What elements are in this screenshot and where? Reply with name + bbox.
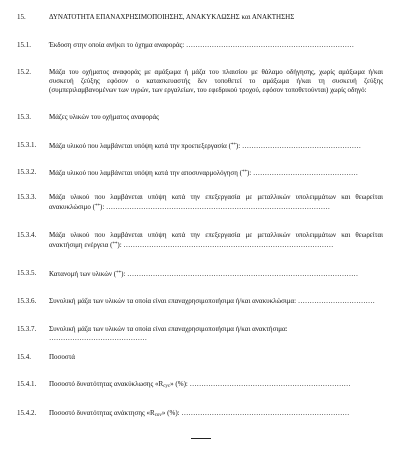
item-text: Ποσοστά <box>49 353 76 361</box>
item-text: Μάζα υλικού που λαμβάνεται υπόψη κατά την αποσυναρμολόγηση (**): ……………………………………… <box>49 169 358 177</box>
item-text-line: Μάζα του οχήματος αναφοράς με αμάξωμα ή μάζα του πλαισίου με θάλαμο οδήγησης, χωρίς αμάξωμα ή/και <box>49 68 383 76</box>
item-number: 15.3.5. <box>17 269 37 277</box>
page-separator-line <box>191 438 211 439</box>
item-number: 15.3.4. <box>17 231 37 239</box>
item-number: 15.3. <box>17 113 31 121</box>
footnote-marker: ** <box>116 271 122 276</box>
footnote-marker: ** <box>112 242 118 247</box>
item-number: 15.4. <box>17 353 31 361</box>
item-number: 15.1. <box>17 41 31 49</box>
item-number: 15.3.2. <box>17 168 37 176</box>
item-text-line: ανακυκλώσιμο (**): …………………………………………………………………………………… <box>49 203 331 211</box>
item-text: Ποσοστό δυνατότητας ανακύκλωσης «$R_{cyc}$» (%): …………………………………………………………… <box>49 380 351 389</box>
footnote-marker: ** <box>241 170 247 175</box>
item-text: Κατανομή των υλικών (**): ……………………………………………………………………………………… <box>49 270 359 278</box>
item-text: Έκδοση στην οποία ανήκει το όχημα αναφοράς: ……………………………………………………………… <box>49 41 354 49</box>
item-text-line: ανακτήσιμη ενέργεια (**): ……………………………………………………………………………… <box>49 241 334 249</box>
item-number: 15.4.1. <box>17 380 37 388</box>
subscript: cov <box>154 413 162 418</box>
item-number: 15.3.1. <box>17 141 37 149</box>
item-text-line: (συμπεριλαμβανομένων των υγρών, των εργαλείων, του εφεδρικού τροχού, εφόσον τοποθετούνται) χωρίς οδηγό: <box>49 86 367 94</box>
item-text: Συνολική μάζα των υλικών τα οποία είναι επαναχρησιμοποιήσιμα ή/και ανακτήσιμα: …………………………………… <box>49 325 288 342</box>
item-number: 15.3.6. <box>17 297 37 305</box>
item-text: Συνολική μάζα των υλικών τα οποία είναι επαναχρησιμοποιήσιμα ή/και ανακυκλώσιμα: …………………………… <box>49 297 375 305</box>
footnote-marker: ** <box>95 204 101 209</box>
item-text: Μάζες υλικών του οχήματος αναφοράς <box>49 113 159 121</box>
subscript: cyc <box>163 384 171 389</box>
item-text: Μάζα υλικού που λαμβάνεται υπόψη κατά την προεπεξεργασία (**): …………………………………………… <box>49 142 361 150</box>
footnote-marker: ** <box>230 143 236 148</box>
item-number: 15.3.3. <box>17 193 37 201</box>
section-number: 15. <box>17 13 26 21</box>
item-text-line: συσκευή ζεύξης εφόσον ο κατασκευαστής δεν τοποθετεί το αμάξωμα ή/και τη συσκευή ζεύξης <box>49 77 383 85</box>
item-number: 15.4.2. <box>17 409 37 417</box>
section-title: ΔΥΝΑΤΟΤΗΤΑ ΕΠΑΝΑΧΡΗΣΙΜΟΠΟΙΗΣΗΣ, ΑΝΑΚΥΚΛΩΣΗΣ και ΑΝΑΚΤΗΣΗΣ <box>49 13 295 21</box>
item-number: 15.2. <box>17 68 31 76</box>
item-text-line: Μάζα υλικού που λαμβάνεται υπόψη κατά την επεξεργασία με μεταλλικών υπολειμμάτων και θεωρείται <box>49 193 383 201</box>
item-number: 15.3.7. <box>17 325 37 333</box>
item-text-line: Μάζα υλικού που λαμβάνεται υπόψη κατά την επεξεργασία με μεταλλικών υπολειμμάτων και θεωρείται <box>49 231 383 239</box>
item-text: Ποσοστό δυνατότητας ανάκτησης «$R_{cov}$» (%): ……………………………………………………………… <box>49 409 350 418</box>
